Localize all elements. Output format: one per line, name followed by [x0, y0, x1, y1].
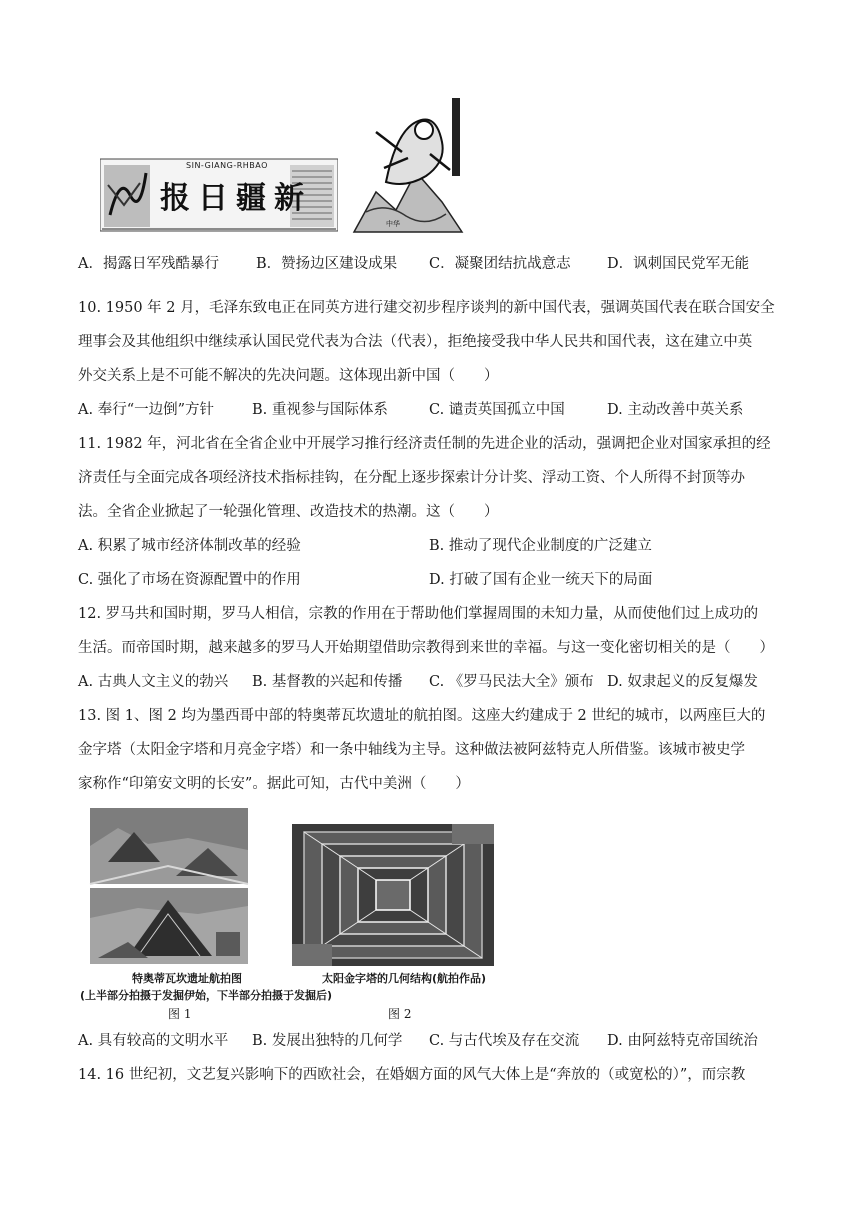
- q9-option-d[interactable]: D．讽刺国民党军无能: [607, 256, 750, 272]
- q10-option-c[interactable]: C. 谴责英国孤立中国: [429, 402, 565, 418]
- figure-1-caption-note: (上半部分拍摄于发掘伊始，下半部分拍摄于发掘后): [80, 989, 333, 1002]
- q13-text-line-3: 家称作“印第安文明的长安”。据此可知，古代中美洲（ ）: [78, 776, 470, 792]
- q11-text-line-3: 法。全省企业掀起了一轮强化管理、改造技术的热潮。这（ ）: [78, 504, 499, 520]
- q11-option-c[interactable]: C. 强化了市场在资源配置中的作用: [78, 572, 301, 588]
- figure-2-label: 图 2: [388, 1007, 412, 1021]
- figure-1-aerial-photo: [88, 806, 250, 966]
- q10-text-line-2: 理事会及其他组织中继续承认国民党代表为合法（代表），拒绝接受我中华人民共和国代表，这在建立中英: [78, 334, 753, 350]
- q11-option-d[interactable]: D. 打破了国有企业一统天下的局面: [429, 572, 653, 588]
- q13-option-d[interactable]: D. 由阿兹特克帝国统治: [607, 1033, 758, 1049]
- q10-option-b[interactable]: B. 重视参与国际体系: [252, 402, 388, 418]
- q12-option-c[interactable]: C. 《罗马民法大全》颁布: [429, 674, 594, 690]
- figure-2-pyramid-geometry: [292, 824, 494, 966]
- q13-text-line-1: 13. 图 1、图 2 均为墨西哥中部的特奥蒂瓦坎遗址的航拍图。这座大约建成于 2 世纪的城市，以两座巨大的: [78, 708, 766, 724]
- q13-option-a[interactable]: A. 具有较高的文明水平: [78, 1033, 229, 1049]
- figure-1-label: 图 1: [168, 1007, 192, 1021]
- q9-option-a[interactable]: A．揭露日军残酷暴行: [78, 256, 219, 272]
- q10-text-line-1: 10. 1950 年 2 月，毛泽东致电正在同英方进行建交初步程序谈判的新中国代表，强调英国代表在联合国安全: [78, 300, 775, 316]
- q12-text-line-1: 12. 罗马共和国时期，罗马人相信，宗教的作用在于帮助他们掌握周围的未知力量，从而使他们过上成功的: [78, 606, 759, 622]
- figure-1-caption-title: 特奥蒂瓦坎遗址航拍图: [132, 972, 242, 985]
- cartoon-woodcut-image: [346, 92, 468, 238]
- q13-text-line-2: 金字塔（太阳金字塔和月亮金字塔）和一条中轴线为主导。这种做法被阿兹特克人所借鉴。该城市被史学: [78, 742, 745, 758]
- q12-option-a[interactable]: A. 古典人文主义的勃兴: [78, 674, 229, 690]
- q12-option-d[interactable]: D. 奴隶起义的反复爆发: [607, 674, 758, 690]
- q14-text-line-1: 14. 16 世纪初，文艺复兴影响下的西欧社会，在婚姻方面的风气大体上是“奔放的（或宽松的）”，而宗教: [78, 1067, 746, 1083]
- q11-text-line-2: 济责任与全面完成各项经济技术指标挂钩，在分配上逐步探索计分计奖、浮动工资、个人所得不封顶等办: [78, 470, 745, 486]
- q11-option-a[interactable]: A. 积累了城市经济体制改革的经验: [78, 538, 301, 554]
- q11-text-line-1: 11. 1982 年，河北省在全省企业中开展学习推行经济责任制的先进企业的活动，强调把企业对国家承担的经: [78, 436, 771, 452]
- q12-option-b[interactable]: B. 基督教的兴起和传播: [252, 674, 403, 690]
- q9-option-b[interactable]: B．赞扬边区建设成果: [256, 256, 398, 272]
- newspaper-masthead-image: [100, 155, 338, 233]
- q10-text-line-3: 外交关系上是不可能不解决的先决问题。这体现出新中国（ ）: [78, 368, 499, 384]
- q12-text-line-2: 生活。而帝国时期，越来越多的罗马人开始期望借助宗教得到来世的幸福。与这一变化密切相关的是（ ）: [78, 640, 774, 656]
- q10-option-d[interactable]: D. 主动改善中英关系: [607, 402, 744, 418]
- q9-option-c[interactable]: C．凝聚团结抗战意志: [429, 256, 571, 272]
- newspaper-title: 新疆日报: [160, 181, 312, 216]
- q13-option-b[interactable]: B. 发展出独特的几何学: [252, 1033, 403, 1049]
- q10-option-a[interactable]: A. 奉行“一边倒”方针: [78, 402, 215, 418]
- q13-option-c[interactable]: C. 与古代埃及存在交流: [429, 1033, 580, 1049]
- svg-text:中华: 中华: [386, 220, 400, 228]
- q11-option-b[interactable]: B. 推动了现代企业制度的广泛建立: [429, 538, 652, 554]
- figure-2-caption: 太阳金字塔的几何结构(航拍作品): [322, 972, 487, 985]
- newspaper-romanized-title: SIN-GIANG-RHBAO: [186, 161, 268, 170]
